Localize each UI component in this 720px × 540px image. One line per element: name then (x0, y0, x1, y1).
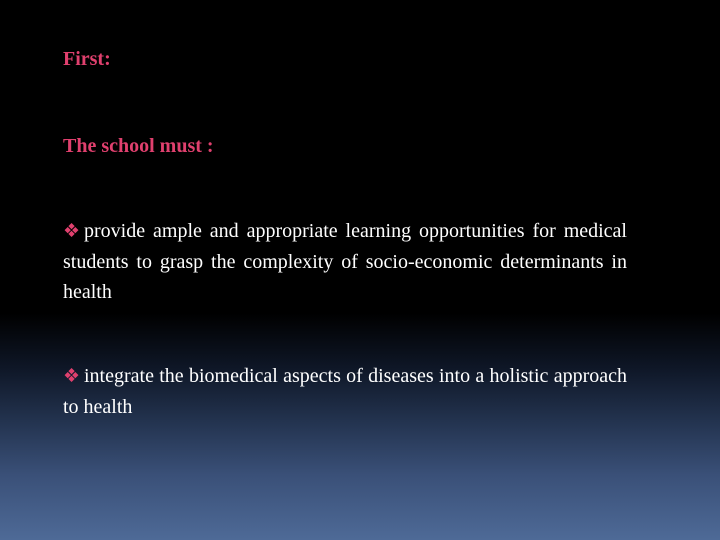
bullet-text-1: provide ample and appropriate learning opportunities for medical students to grasp the complexity of socio-economic determinants in health (63, 220, 627, 303)
heading-school-must: The school must : (63, 135, 214, 157)
heading-first: First: (63, 48, 111, 70)
clover-bullet-icon: ❖ (63, 366, 81, 387)
clover-bullet-icon: ❖ (63, 221, 81, 242)
bullet-item-1 (63, 216, 627, 307)
bullet-item-2 (63, 361, 627, 422)
bullet-text-2: integrate the biomedical aspects of diseases into a holistic approach to health (63, 365, 627, 418)
